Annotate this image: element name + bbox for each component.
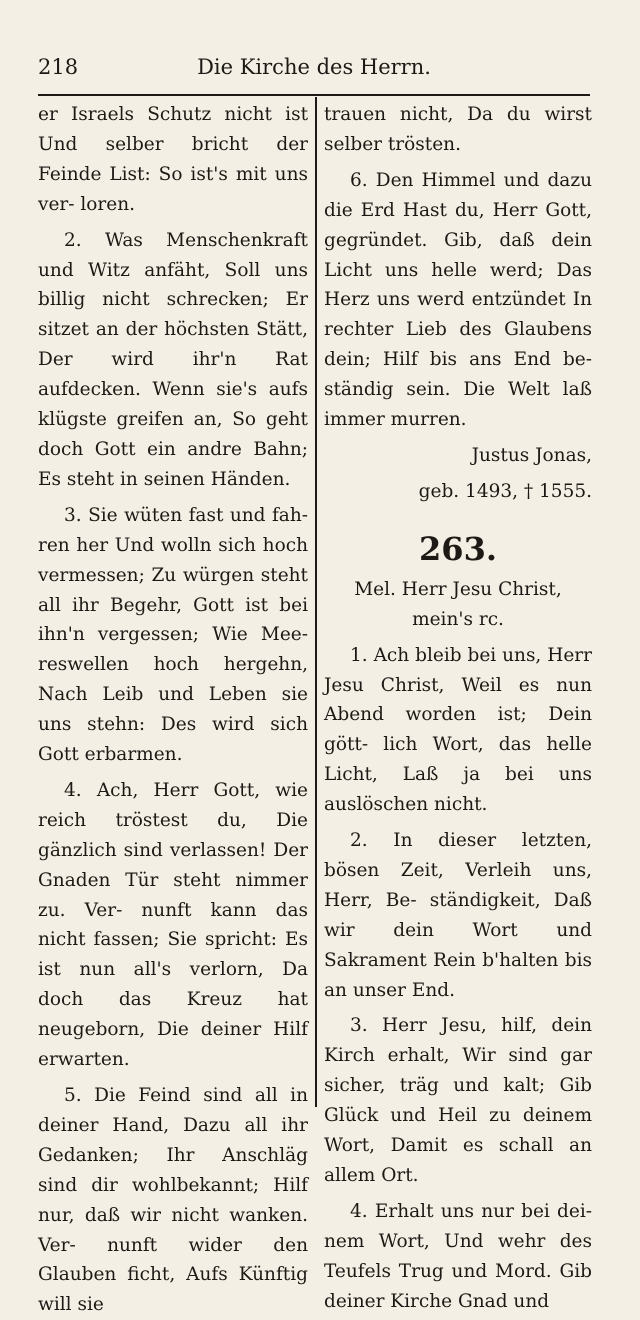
stanza-2: 2. Was Menschenkraft und Witz anfäht, Soll uns billig nicht schrecken; Er sitzet an der höchsten Stätt, Der wird ihr'n Rat aufdecken. Wenn sie's aufs klügste greifen an, So geht doch Gott ein andre Bahn; Es steht in seinen Händen. (38, 229, 308, 490)
stanza-continuation: trauen nicht, Da du wirst selber trösten. (324, 104, 592, 155)
running-title: Die Kirche des Herrn. (197, 55, 431, 79)
stanza-3: 3. Sie wüten fast und fah- ren her Und wolln sich hoch vermessen; Zu würgen steht all ihr Begehr, Gott ist bei ihn'n vergessen; Wie Mee- reswellen hoch hergehn, Nach Leib und Leben sie uns stehn: Des wird sich Gott erbarmen. (38, 504, 308, 766)
right-column (324, 100, 592, 1317)
stanza-2: 2. In dieser letzten, bösen Zeit, Verleih uns, Herr, Be- ständigkeit, Daß wir dein Wort und Sakrament Rein b'halten bis an unser End. (324, 830, 592, 1001)
melody-reference: Mel. Herr Jesu Christ, mein's rc. (354, 578, 562, 630)
stanza-4: 4. Ach, Herr Gott, wie reich tröstest du, Die gänzlich sind verlassen! Der Gnaden Tür steht nimmer zu. Ver- nunft kann das nicht fassen; Sie spricht: Es ist nun all's verlorn, Da doch das Kreuz hat neugeborn, Die deiner Hilf erwarten. (38, 779, 308, 1071)
stanza-4: 4. Erhalt uns nur bei dei- nem Wort, Und wehr des Teufels Trug und Mord. Gib deiner Kirche Gnad und (324, 1200, 592, 1312)
stanza-5: 5. Die Feind sind all in deiner Hand, Dazu all ihr Gedanken; Ihr Anschläg sind dir wohlbekannt; Hilf nur, daß wir nicht wanken. Ver- nunft wider den Glauben ficht, Aufs Künftig will sie (38, 1085, 308, 1316)
column-divider (315, 97, 317, 1107)
header-rule (38, 94, 590, 96)
author-dates: geb. 1493, † 1555. (418, 480, 592, 502)
stanza-3: 3. Herr Jesu, hilf, dein Kirch erhalt, Wir sind gar sicher, träg und kalt; Gib Glück und Heil zu deinem Wort, Damit es schall an allem Ort. (324, 1015, 592, 1186)
author-name: Justus Jonas, (471, 444, 592, 466)
hymn-number: 263. (419, 529, 497, 568)
stanza-6: 6. Den Himmel und dazu die Erd Hast du, Herr Gott, gegründet. Gib, daß dein Licht uns helle werd; Das Herz uns werd entzündet In rechter Lieb des Glaubens dein; Hilf bis ans End be- ständig sein. Die Welt laß immer murren. (324, 169, 592, 431)
stanza-1: 1. Ach bleib bei uns, Herr Jesu Christ, Weil es nun Abend worden ist; Dein gött- lich Wort, das helle Licht, Laß ja bei uns auslöschen nicht. (324, 644, 592, 816)
left-column (38, 100, 308, 1320)
page-header (38, 55, 590, 95)
stanza-continuation: er Israels Schutz nicht ist Und selber bricht der Feinde List: So ist's mit uns ver- loren. (38, 104, 308, 215)
page-number: 218 (38, 55, 79, 79)
